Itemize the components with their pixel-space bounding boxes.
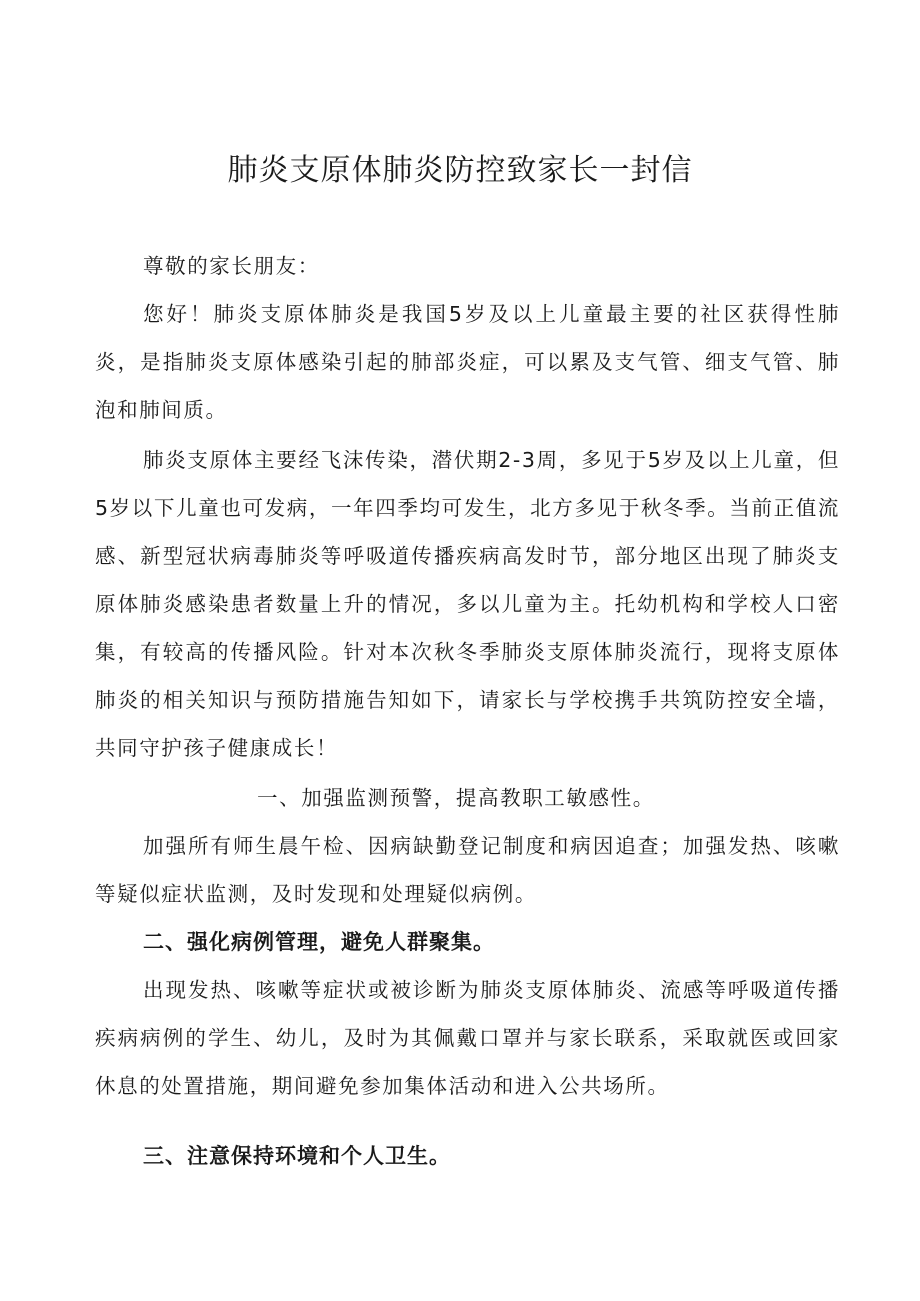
paragraph-monitoring: 加强所有师生晨午检、因病缺勤登记制度和病因追查；加强发热、咳嗽等疑似症状监测，及时发现和处理疑似病例。 xyxy=(95,834,840,906)
section-heading-1: 一、加强监测预警，提高教职工敏感性。 xyxy=(257,786,655,810)
document-title: 肺炎支原体肺炎防控致家长一封信 xyxy=(227,153,693,188)
section-heading-2: 二、强化病例管理，避免人群聚集。 xyxy=(143,930,495,954)
paragraph-intro: 您好！肺炎支原体肺炎是我国5岁及以上儿童最主要的社区获得性肺炎，是指肺炎支原体感染引起的肺部炎症，可以累及支气管、细支气管、肺泡和肺间质。 xyxy=(95,302,840,422)
paragraph-transmission: 肺炎支原体主要经飞沫传染，潜伏期2-3周，多见于5岁及以上儿童，但5岁以下儿童也可发病，一年四季均可发生，北方多见于秋冬季。当前正值流感、新型冠状病毒肺炎等呼吸道传播疾病高发时节，部分地区出现了肺炎支原体肺炎感染患者数量上升的情况，多以儿童为主。托幼机构和学校人口密集，有较高的传播风险。针对本次秋冬季肺炎支原体肺炎流行，现将支原体肺炎的相关知识与预防措施告知如下，请家长与学校携手共筑防控安全墙，共同守护孩子健康成长！ xyxy=(95,448,840,760)
salutation: 尊敬的家长朋友： xyxy=(143,254,320,278)
paragraph-case-management: 出现发热、咳嗽等症状或被诊断为肺炎支原体肺炎、流感等呼吸道传播疾病病例的学生、幼儿，及时为其佩戴口罩并与家长联系，采取就医或回家休息的处置措施，期间避免参加集体活动和进入公共场所。 xyxy=(95,978,840,1098)
section-heading-3: 三、注意保持环境和个人卫生。 xyxy=(143,1144,451,1168)
